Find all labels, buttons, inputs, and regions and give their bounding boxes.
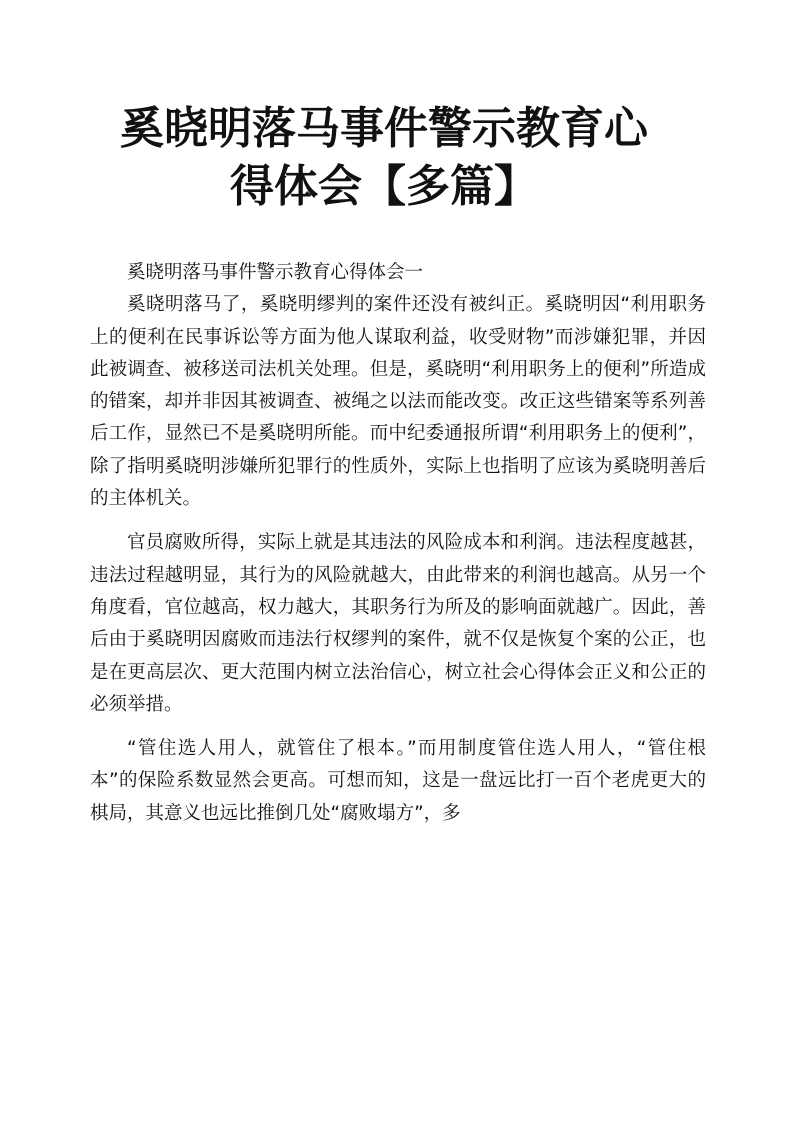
document-body	[90, 257, 706, 830]
title-line-1: 奚晓明落马事件警示教育心	[120, 103, 648, 154]
title-line-2: 得体会【多篇】	[230, 161, 538, 212]
paragraph: 官员腐败所得，实际上就是其违法的风险成本和利润。违法程度越甚，违法过程越明显，其行为的风险就越大，由此带来的利润也越高。从另一个角度看，官位越高，权力越大，其职务行为所及的影响面就越广。因此，善后由于奚晓明因腐败而违法行权缪判的案件，就不仅是恢复个案的公正，也是在更高层次、更大范围内树立法治信心，树立社会心得体会正义和公正的必须举措。	[90, 532, 706, 715]
paragraph: “管住选人用人，就管住了根本。”而用制度管住选人用人，“管住根本”的保险系数显然会更高。可想而知，这是一盘远比打一百个老虎更大的棋局，其意义也远比推倒几处“腐败塌方”，多	[90, 738, 706, 824]
paragraph: 奚晓明落马了，奚晓明缪判的案件还没有被纠正。奚晓明因“利用职务上的便利在民事诉讼等方面为他人谋取利益，收受财物”而涉嫌犯罪，并因此被调查、被移送司法机关处理。但是，奚晓明“利用职务上的便利”所造成的错案，却并非因其被调查、被绳之以法而能改变。改正这些错案等系列善后工作，显然已不是奚晓明所能。而中纪委通报所谓“利用职务上的便利”，除了指明奚晓明涉嫌所犯罪行的性质外，实际上也指明了应该为奚晓明善后的主体机关。	[90, 294, 706, 510]
document-title	[92, 100, 732, 216]
section-heading: 奚晓明落马事件警示教育心得体会一	[127, 262, 424, 283]
